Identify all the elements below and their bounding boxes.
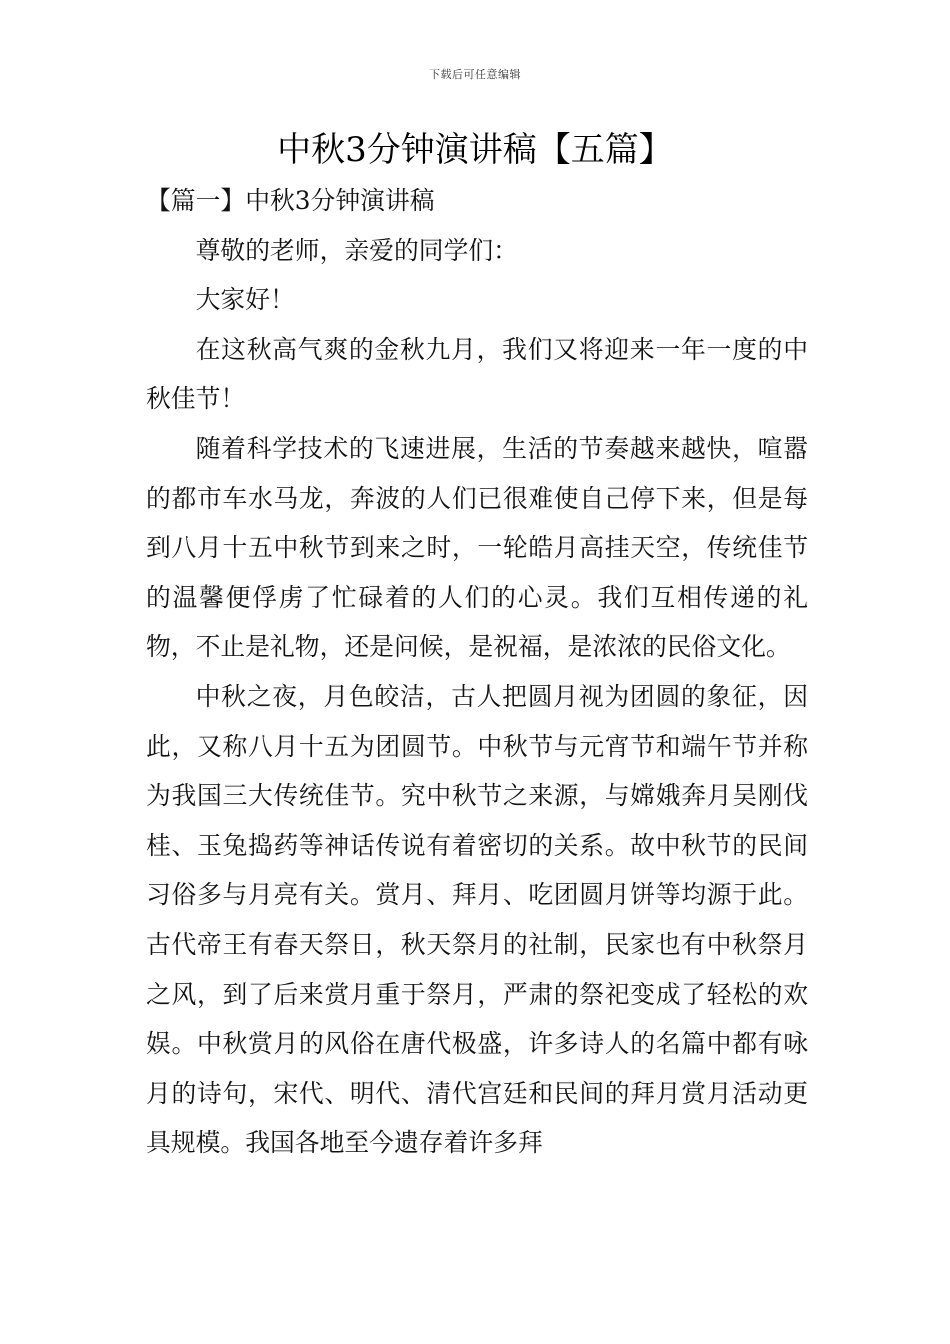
paragraph-salutation: 尊敬的老师，亲爱的同学们： [195,235,518,265]
header-note: 下载后可任意编辑 [429,68,521,81]
paragraph-body-1: 随着科学技术的飞速进展，生活的节奏越来越快，喧嚣的都市车水马龙，奔波的人们已很难使自己停下来，但是每到八月十五中秋节到来之时，一轮皓月高挂天空，传统佳节的温馨便俘虏了忙碌着的人们的心灵。我们互相传递的礼物，不止是礼物，还是问候，是祝福，是浓浓的民俗文化。 [146,433,808,662]
section-heading: 【篇一】中秋3分钟演讲稿 [146,186,435,215]
paragraph-greeting: 大家好！ [195,285,295,315]
document-body [146,176,808,1168]
paragraph-body-2: 中秋之夜，月色皎洁，古人把圆月视为团圆的象征，因此，又称八月十五为团圆节。中秋节与元宵节和端午节并称为我国三大传统佳节。究中秋节之来源，与嫦娥奔月吴刚伐桂、玉兔捣药等神话传说有着密切的关系。故中秋节的民间习俗多与月亮有关。赏月、拜月、吃团圆月饼等均源于此。古代帝王有春天祭日，秋天祭月的社制，民家也有中秋祭月之风，到了后来赏月重于祭月，严肃的祭祀变成了轻松的欢娱。中秋赏月的风俗在唐代极盛，许多诗人的名篇中都有咏月的诗句，宋代、明代、清代宫廷和民间的拜月赏月活动更具规模。我国各地至今遗存着许多拜 [146,681,808,1158]
paragraph-intro: 在这秋高气爽的金秋九月，我们又将迎来一年一度的中秋佳节！ [146,334,808,414]
document-title: 中秋3分钟演讲稿【五篇】 [277,130,673,170]
